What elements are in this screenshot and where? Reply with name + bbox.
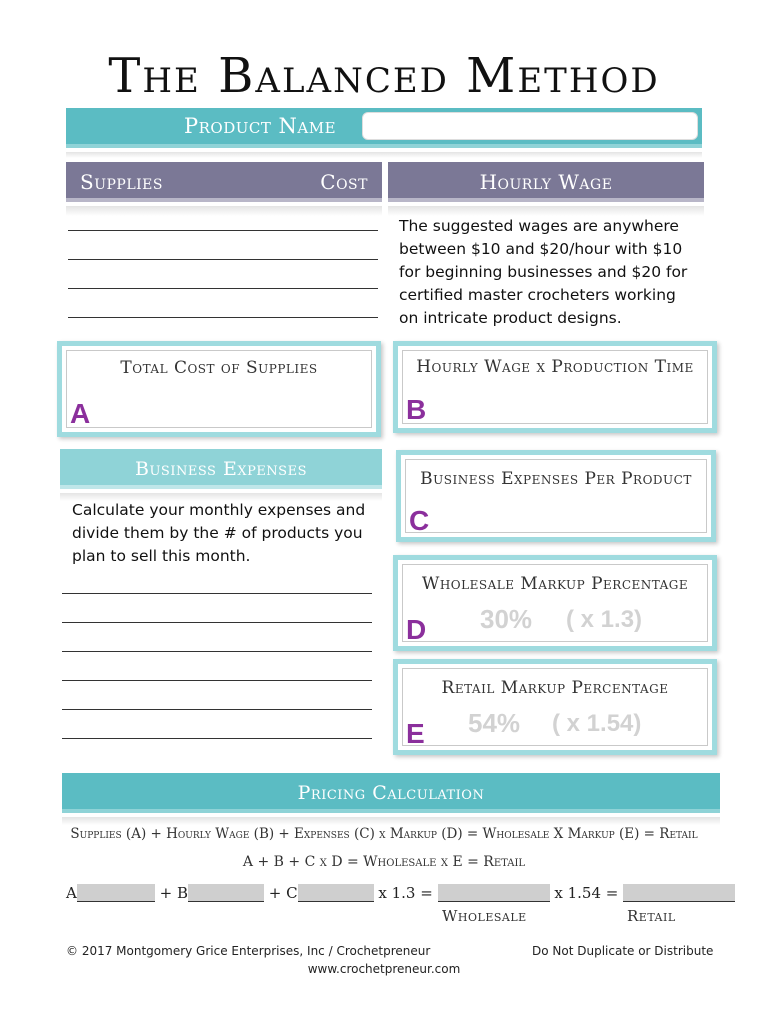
box-a-title: Total Cost of Supplies <box>120 358 318 378</box>
retail-blank[interactable] <box>623 884 735 902</box>
wholesale-blank[interactable] <box>438 884 550 902</box>
supplies-line-3[interactable] <box>68 288 378 289</box>
wholesale-multiplier: ( x 1.3) <box>566 606 643 633</box>
expense-line-5[interactable] <box>62 709 372 710</box>
calc-c-blank[interactable] <box>298 884 374 902</box>
product-bar-shadow <box>66 152 702 158</box>
hourly-wage-description: The suggested wages are anywhere between $10 and $20/hour with $10 for beginning businesses and $20 for certified master crocheters working on intricate product designs. <box>399 217 688 327</box>
hourly-wage-header <box>388 162 704 202</box>
footer-notice: Do Not Duplicate or Distribute <box>532 944 714 958</box>
expense-line-4[interactable] <box>62 680 372 681</box>
box-retail-markup <box>393 659 717 755</box>
pricing-calculation-header <box>62 773 720 813</box>
supplies-label: Supplies <box>80 170 163 194</box>
calculation-row <box>66 884 716 902</box>
box-e-title: Retail Markup Percentage <box>441 678 669 698</box>
calc-b-label: + B <box>159 884 188 902</box>
product-name-input[interactable] <box>362 112 698 140</box>
box-c-title: Business Expenses Per Product <box>420 469 692 489</box>
retail-multiplier: ( x 1.54) <box>552 710 642 737</box>
box-b-title: Hourly Wage x Production Time <box>416 357 694 377</box>
formula-long: Supplies (A) + Hourly Wage (B) + Expenses (C) x Markup (D) = Wholesale X Markup (E) = Retail <box>70 826 698 842</box>
product-name-bar <box>66 108 702 148</box>
pricing-calculation-label: Pricing Calculation <box>297 782 485 804</box>
supplies-header <box>66 162 382 202</box>
page-title: The Balanced Method <box>108 48 660 104</box>
wholesale-label: Wholesale <box>442 907 527 925</box>
expense-line-2[interactable] <box>62 622 372 623</box>
cost-label: Cost <box>320 170 368 194</box>
box-total-cost-supplies <box>57 341 381 437</box>
letter-c: C <box>409 505 430 536</box>
business-expenses-header <box>60 449 382 489</box>
calc-times-154: x 1.54 = <box>554 884 619 902</box>
calc-times-13: x 1.3 = <box>378 884 433 902</box>
letter-d: D <box>406 614 427 645</box>
business-expenses-description: Calculate your monthly expenses and divide them by the # of products you plan to sell this month. <box>72 501 366 565</box>
wholesale-percent: 30% <box>480 604 533 634</box>
box-hourly-production <box>393 341 717 433</box>
supplies-line-1[interactable] <box>68 230 378 231</box>
pricing-header-shadow <box>62 817 720 825</box>
supplies-line-4[interactable] <box>68 317 378 318</box>
supplies-header-shadow <box>66 206 382 216</box>
retail-percent: 54% <box>468 708 521 738</box>
letter-a: A <box>70 398 91 429</box>
letter-e: E <box>406 718 425 749</box>
box-d-title: Wholesale Markup Percentage <box>421 574 689 594</box>
letter-b: B <box>406 394 427 425</box>
footer-url[interactable]: www.crochetpreneur.com <box>307 962 461 976</box>
calc-a-blank[interactable] <box>77 884 155 902</box>
box-wholesale-markup <box>393 555 717 651</box>
retail-label: Retail <box>627 907 676 925</box>
expense-line-3[interactable] <box>62 651 372 652</box>
expense-line-6[interactable] <box>62 738 372 739</box>
business-expenses-label: Business Expenses <box>135 458 307 480</box>
box-business-per-product <box>396 450 716 542</box>
formula-short: A + B + C x D = Wholesale x E = Retail <box>242 854 526 870</box>
expense-line-1[interactable] <box>62 593 372 594</box>
product-name-label: Product Name <box>184 114 337 138</box>
calc-a-label: A <box>66 884 77 902</box>
calc-b-blank[interactable] <box>188 884 264 902</box>
footer-copyright: © 2017 Montgomery Grice Enterprises, Inc / Crochetpreneur <box>66 944 431 958</box>
supplies-line-2[interactable] <box>68 259 378 260</box>
hourly-wage-label: Hourly Wage <box>479 170 613 194</box>
calc-c-label: + C <box>268 884 298 902</box>
